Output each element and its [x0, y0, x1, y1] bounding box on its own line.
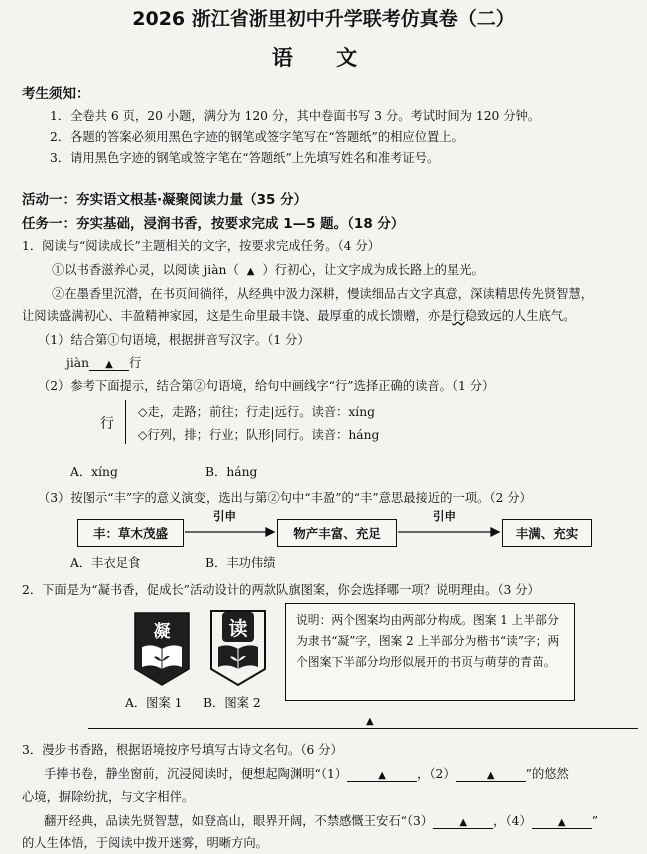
flow-box-1: 丰：草木茂盛 — [77, 519, 184, 547]
q3-para1-line1: 手捧书卷，静坐窗前，沉浸阅读时，便想起陶渊明“（1） ▲ ，（2） ▲ ”的悠然 — [44, 767, 569, 781]
q3-stem: 3．漫步书香路，根据语境按序号填写古诗文名句。（6 分） — [22, 743, 343, 757]
flag-2-label: B．图案 2 — [203, 696, 261, 710]
q1-sentence-1: ①以书香滋养心灵，以阅读 jiàn（ ▲ ）行初心，让文字成为成长路上的星光。 — [52, 263, 484, 277]
hint-line-1: ◇走，走路；前往；行走|远行。读音：xíng — [138, 405, 376, 419]
answer-blank-1: ▲ — [347, 767, 417, 782]
paper-title: 2026 浙江省浙里初中升学联考仿真卷（二） — [132, 8, 515, 30]
flow-label-1: 引申 — [213, 509, 236, 523]
q1-sub3-option-b: B．丰功伟绩 — [205, 556, 276, 570]
hint-line-2: ◇行列，排；行业；队形|同行。读音：háng — [138, 428, 380, 442]
flag-2-char: 读 — [228, 618, 248, 640]
answer-blank-4: ▲ — [532, 814, 592, 829]
answer-blank-3: ▲ — [433, 814, 493, 829]
q2-stem: 2．下面是为“凝书香，促成长”活动设计的两款队旗图案，你会选择哪一项？说明理由。（3 分） — [22, 583, 540, 597]
notice-item-2: 2．各题的答案必须用黑色字迹的钢笔或签字笔写在“答题纸”的相应位置上。 — [50, 130, 464, 144]
q3-para2-line1: 翻开经典，品读先贤智慧，如登高山，眼界开阔，不禁感慨王安石“（3） ▲ ，（4） ▲ ” — [44, 814, 599, 828]
flag-1-char: 凝 — [153, 622, 171, 642]
q1-sub3: （3）按图示“丰”字的意义演变，选出与第②句中“丰盈”的“丰”意思最接近的一项。（2 分） — [38, 491, 532, 505]
q1-sub2: （2）参考下面提示，结合第②句语境，给句中画线字“行”选择正确的读音。（1 分） — [38, 379, 495, 393]
q2-note-box: 说明：两个图案均由两部分构成。图案 1 上半部分为隶书“凝”字，图案 2 上半部分为楷书“读”字；两个图案下半部分均形似展开的书页与萌芽的青苗。 — [285, 603, 575, 701]
q1-sentence-2-line2: 让阅读盛满初心、丰盈精神家园，这是生命里最丰饶、最厚重的成长馈赠，亦是行稳致远的人生底气。 — [22, 309, 576, 323]
underlined-char-xing: 行 — [452, 309, 465, 323]
q1-sub2-option-b: B．háng — [205, 465, 258, 479]
answer-marker: ▲ — [246, 266, 255, 277]
q1-sentence-2-line1: ②在墨香里沉潜，在书页间徜徉，从经典中汲力深耕，慢读细品古文字真意，深读精思传先贤智慧， — [52, 287, 594, 301]
answer-blank-2: ▲ — [456, 767, 526, 782]
flow-label-2: 引申 — [433, 509, 456, 523]
answer-blank: ▲ — [89, 356, 129, 371]
q2-answer-marker: ▲ — [366, 716, 374, 727]
q2-answer-line — [88, 728, 638, 729]
hint-char: 行 — [100, 416, 114, 432]
subject-title: 语 文 — [271, 45, 376, 70]
flow-arrowhead-2 — [491, 528, 499, 536]
q1-sub1-blank: jiàn ▲ 行 — [66, 356, 142, 370]
task-heading: 任务一：夯实基础，浸润书香，按要求完成 1—5 题。（18 分） — [22, 216, 405, 232]
q1-stem: 1．阅读与“阅读成长”主题相关的文字，按要求完成任务。（4 分） — [22, 239, 380, 253]
notice-item-1: 1．全卷共 6 页，20 小题，满分为 120 分，其中卷面书写 3 分。考试时间为 120 分钟。 — [50, 109, 541, 123]
flow-box-2: 物产丰富、充足 — [277, 519, 397, 547]
activity-heading: 活动一：夯实语文根基·凝聚阅读力量（35 分） — [22, 192, 308, 208]
q1-sub3-option-a: A．丰衣足食 — [70, 556, 141, 570]
flag-design-2 — [209, 609, 267, 687]
flow-box-3: 丰满、充实 — [502, 519, 592, 547]
notice-heading: 考生须知： — [22, 86, 90, 102]
q1-sub1: （1）结合第①句语境，根据拼音写汉字。（1 分） — [38, 333, 310, 347]
q1-sub2-option-a: A．xíng — [70, 465, 118, 479]
q3-para1-line2: 心境，摒除纷扰，与文字相伴。 — [22, 790, 195, 804]
flow-arrowhead-1 — [266, 528, 274, 536]
q3-para2-line2: 的人生体悟，于阅读中拨开迷雾，明晰方向。 — [22, 836, 268, 850]
flag-1-label: A．图案 1 — [125, 696, 183, 710]
notice-item-3: 3．请用黑色字迹的钢笔或签字笔在“答题纸”上先填写姓名和准考证号。 — [50, 151, 440, 165]
flag-design-1 — [133, 611, 191, 687]
